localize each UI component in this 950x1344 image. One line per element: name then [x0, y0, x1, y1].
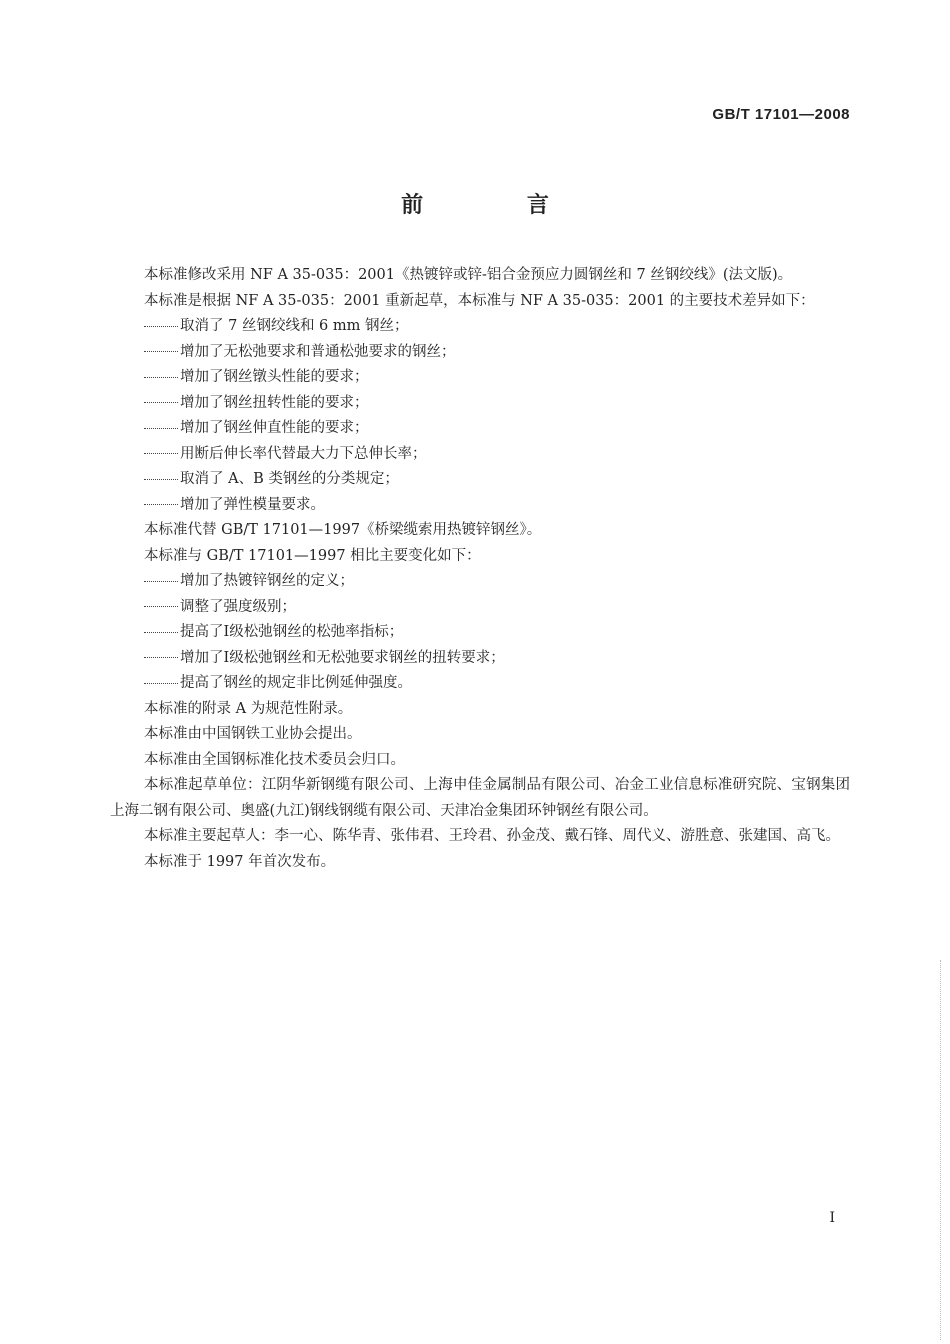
- scan-edge-artifact: [940, 960, 942, 1340]
- paragraph-text: 增加了无松弛要求和普通松弛要求的钢丝；: [180, 343, 456, 360]
- paragraph-text: 提高了Ⅰ级松弛钢丝的松弛率指标；: [180, 624, 404, 640]
- paragraph: [110, 773, 850, 824]
- list-item: [110, 365, 850, 391]
- paragraph-text: 本标准于 1997 年首次发布。: [144, 853, 336, 870]
- paragraph-text: 本标准的附录 A 为规范性附录。: [144, 700, 353, 717]
- paragraph-text: 增加了弹性模量要求。: [180, 496, 325, 513]
- paragraph-text: 本标准与 GB/T 17101—1997 相比主要变化如下：: [144, 547, 481, 564]
- paragraph-text: 调整了强度级别；: [180, 598, 296, 615]
- paragraph: [110, 697, 850, 723]
- dash-leader-icon: [144, 428, 178, 429]
- paragraph: [110, 518, 850, 544]
- page-title: 前 言: [401, 192, 597, 218]
- paragraph: [110, 263, 850, 289]
- page-number: I: [829, 1210, 835, 1226]
- paragraph-text: 本标准由全国钢标准化技术委员会归口。: [144, 751, 405, 768]
- list-item: [110, 442, 850, 468]
- list-item: [110, 595, 850, 621]
- dash-leader-icon: [144, 351, 178, 352]
- dash-leader-icon: [144, 326, 178, 327]
- list-item: [110, 416, 850, 442]
- paragraph-text: 用断后伸长率代替最大力下总伸长率；: [180, 445, 427, 462]
- paragraph-text: 提高了钢丝的规定非比例延伸强度。: [180, 675, 412, 691]
- paragraph: [110, 824, 850, 850]
- dash-leader-icon: [144, 504, 178, 505]
- paragraph-text: 增加了钢丝伸直性能的要求；: [180, 420, 369, 436]
- list-item: [110, 646, 850, 672]
- paragraph-text: 本标准修改采用 NF A 35-035：2001《热镀锌或锌-铝合金预应力圆钢丝和 7 丝钢绞线》(法文版)。: [144, 267, 793, 283]
- list-item: [110, 314, 850, 340]
- foreword-body: [110, 263, 850, 875]
- standard-number: GB/T 17101—2008: [712, 106, 850, 123]
- paragraph-text: 增加了热镀锌钢丝的定义；: [180, 573, 354, 589]
- paragraph-text: 增加了钢丝扭转性能的要求；: [180, 394, 369, 411]
- dash-leader-icon: [144, 683, 178, 684]
- paragraph-text: 增加了钢丝镦头性能的要求；: [180, 369, 369, 385]
- paragraph-text: 本标准主要起草人：李一心、陈华青、张伟君、王玲君、孙金茂、戴石锋、周代义、游胜意、张建国、高飞。: [144, 828, 840, 844]
- paragraph-text: 取消了 7 丝钢绞线和 6 mm 钢丝；: [180, 318, 409, 334]
- dash-leader-icon: [144, 402, 178, 403]
- dash-leader-icon: [144, 632, 178, 633]
- dash-leader-icon: [144, 581, 178, 582]
- dash-leader-icon: [144, 479, 178, 480]
- paragraph: [110, 748, 850, 774]
- paragraph-text: 本标准起草单位：江阴华新钢缆有限公司、上海申佳金属制品有限公司、冶金工业信息标准研究院、宝钢集团上海二钢有限公司、奥盛(九江)钢线钢缆有限公司、天津冶金集团环钟钢丝有限公司。: [110, 777, 850, 819]
- list-item: [110, 620, 850, 646]
- paragraph-text: 取消了 A、B 类钢丝的分类规定；: [180, 471, 399, 487]
- paragraph: [110, 544, 850, 570]
- paragraph-text: 本标准是根据 NF A 35-035：2001 重新起草，本标准与 NF A 35-035：2001 的主要技术差异如下：: [144, 292, 815, 309]
- paragraph-text: 本标准由中国钢铁工业协会提出。: [144, 726, 362, 742]
- list-item: [110, 340, 850, 366]
- paragraph: [110, 722, 850, 748]
- dash-leader-icon: [144, 657, 178, 658]
- dash-leader-icon: [144, 606, 178, 607]
- dash-leader-icon: [144, 377, 178, 378]
- list-item: [110, 493, 850, 519]
- paragraph: [110, 289, 850, 315]
- paragraph-text: 本标准代替 GB/T 17101—1997《桥梁缆索用热镀锌钢丝》。: [144, 522, 542, 538]
- list-item: [110, 467, 850, 493]
- dash-leader-icon: [144, 453, 178, 454]
- list-item: [110, 391, 850, 417]
- paragraph-text: 增加了Ⅰ级松弛钢丝和无松弛要求钢丝的扭转要求；: [180, 649, 505, 666]
- paragraph: [110, 850, 850, 876]
- list-item: [110, 671, 850, 697]
- list-item: [110, 569, 850, 595]
